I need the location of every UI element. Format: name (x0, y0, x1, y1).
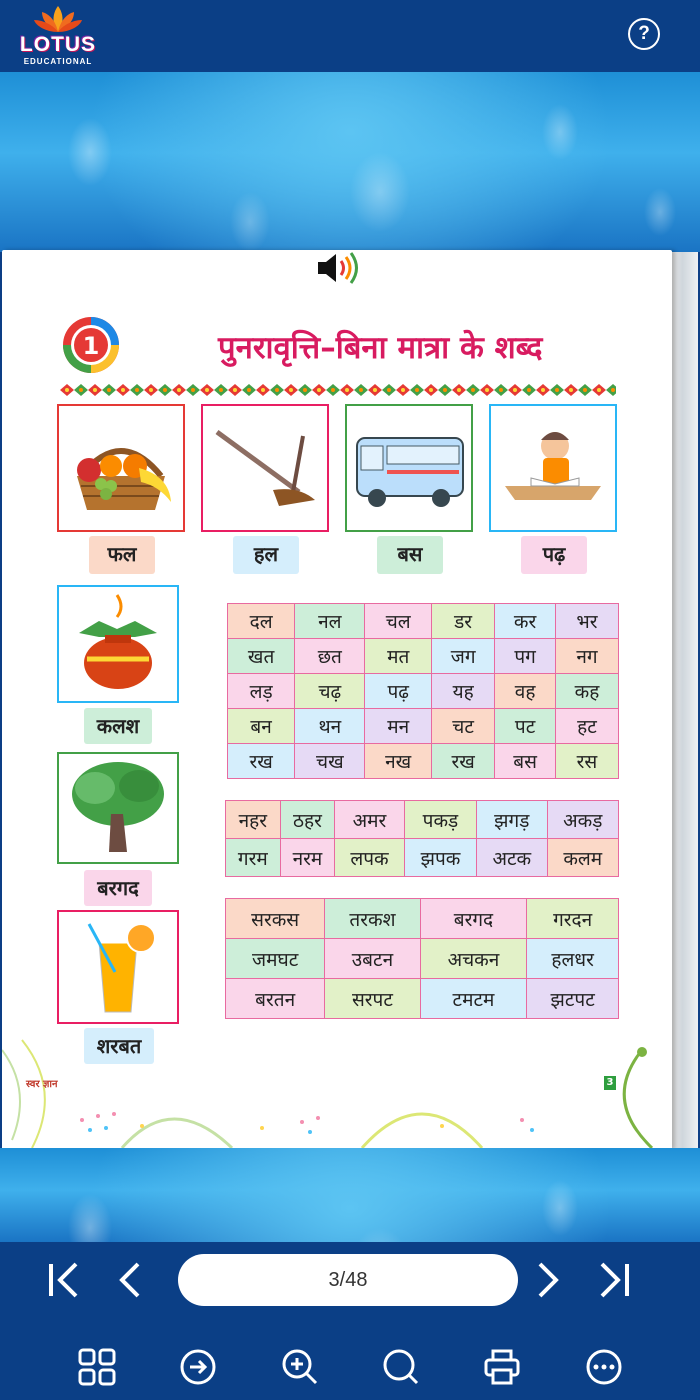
word-grid-row (228, 639, 619, 674)
word-cell: अकड़ (547, 801, 619, 839)
word-cell: गरम (226, 839, 281, 877)
word-cell: नरम (280, 839, 334, 877)
word-cell: चख (295, 744, 365, 779)
book-footer-label: स्वर ज्ञान (26, 1079, 58, 1090)
word-grid-row (228, 604, 619, 639)
picture-fruit-basket (57, 404, 185, 532)
picture-bus (345, 404, 473, 532)
zoom-in-icon[interactable] (281, 1348, 319, 1386)
word-label-padh: पढ़ (521, 536, 587, 574)
word-cell: हलधर (527, 939, 619, 979)
word-grid-row (228, 674, 619, 709)
last-page-icon[interactable] (596, 1260, 632, 1300)
word-cell: चल (365, 604, 432, 639)
word-cell: पट (495, 709, 556, 744)
page-indicator[interactable]: 3/48 (178, 1254, 518, 1306)
word-cell: सरकस (226, 899, 325, 939)
word-cell: हट (555, 709, 618, 744)
logo-subtext: EDUCATIONAL (23, 57, 93, 66)
word-label-hal: हल (233, 536, 299, 574)
word-grid-row (228, 744, 619, 779)
water-background-top (0, 72, 700, 252)
word-cell: खत (228, 639, 295, 674)
word-cell: जमघट (226, 939, 325, 979)
picture-banyan-tree (57, 752, 179, 864)
word-label-kalash: कलश (84, 708, 152, 744)
help-button[interactable]: ? (628, 18, 660, 50)
word-cell: बरतन (226, 979, 325, 1019)
word-cell: मत (365, 639, 432, 674)
word-cell: कह (555, 674, 618, 709)
juice-glass-icon (59, 912, 177, 1022)
go-to-page-icon[interactable] (179, 1348, 217, 1386)
word-label-phal: फल (89, 536, 155, 574)
word-cell: पकड़ (404, 801, 476, 839)
book-page-number: 3 (604, 1076, 616, 1090)
lesson-number-badge (62, 316, 120, 374)
word-cell: मन (365, 709, 432, 744)
fruit-basket-icon (59, 406, 183, 530)
word-cell: कलम (547, 839, 619, 877)
word-cell: चट (431, 709, 494, 744)
kalash-icon (59, 587, 177, 701)
word-cell: दल (228, 604, 295, 639)
lotus-logo[interactable] (16, 4, 100, 70)
lotus-flower-icon (34, 4, 82, 34)
word-label-bas: बस (377, 536, 443, 574)
speaker-icon[interactable] (316, 250, 362, 286)
word-grid-two-letter (227, 603, 619, 779)
search-icon[interactable] (382, 1348, 420, 1386)
top-bar (0, 0, 700, 73)
logo-text: LOTUS (19, 33, 97, 56)
word-cell: यह (431, 674, 494, 709)
tree-icon (59, 754, 177, 862)
word-cell: थन (295, 709, 365, 744)
garland-border (60, 382, 616, 398)
next-page-icon[interactable] (534, 1260, 562, 1300)
word-cell: नहर (226, 801, 281, 839)
word-cell: पढ़ (365, 674, 432, 709)
word-cell: बरगद (420, 899, 527, 939)
page-title: पुनरावृत्ति–बिना मात्रा के शब्द (218, 330, 543, 366)
word-cell: अमर (335, 801, 405, 839)
word-cell: छत (295, 639, 365, 674)
word-label-bargad: बरगद (84, 870, 152, 906)
word-cell: नख (365, 744, 432, 779)
word-cell: चढ़ (295, 674, 365, 709)
page-edge (672, 252, 698, 1148)
picture-sharbat (57, 910, 179, 1024)
word-cell: वह (495, 674, 556, 709)
more-icon[interactable] (585, 1348, 623, 1386)
word-label-sharbat: शरबत (84, 1028, 154, 1064)
word-cell: अटक (477, 839, 547, 877)
word-cell: भर (555, 604, 618, 639)
word-cell: कर (495, 604, 556, 639)
word-cell: रख (228, 744, 295, 779)
word-cell: नल (295, 604, 365, 639)
word-grid-row (226, 979, 619, 1019)
word-cell: बन (228, 709, 295, 744)
word-cell: रख (431, 744, 494, 779)
word-cell: रस (555, 744, 618, 779)
word-cell: उबटन (325, 939, 420, 979)
lesson-number: 1 (82, 332, 100, 360)
word-cell: जग (431, 639, 494, 674)
print-icon[interactable] (483, 1348, 521, 1386)
picture-boy-reading (489, 404, 617, 532)
bus-icon (347, 406, 471, 530)
previous-page-icon[interactable] (116, 1260, 144, 1300)
word-cell: झपक (404, 839, 476, 877)
word-grid-row (226, 939, 619, 979)
first-page-icon[interactable] (46, 1260, 82, 1300)
footer-decoration (2, 1030, 672, 1148)
boy-reading-icon (491, 406, 615, 530)
word-cell: अचकन (420, 939, 527, 979)
plough-icon (203, 406, 327, 530)
word-grid-row (228, 709, 619, 744)
word-cell: डर (431, 604, 494, 639)
word-cell: लड़ (228, 674, 295, 709)
word-cell: ठहर (280, 801, 334, 839)
word-grid-row (226, 899, 619, 939)
word-cell: गरदन (527, 899, 619, 939)
word-cell: सरपट (325, 979, 420, 1019)
thumbnails-icon[interactable] (78, 1348, 116, 1386)
word-grid-four-letter (225, 898, 619, 1019)
word-cell: पग (495, 639, 556, 674)
picture-kalash (57, 585, 179, 703)
word-cell: बस (495, 744, 556, 779)
water-background-bottom (0, 1148, 700, 1242)
word-cell: झटपट (527, 979, 619, 1019)
word-cell: झगड़ (477, 801, 547, 839)
picture-plough (201, 404, 329, 532)
word-cell: लपक (335, 839, 405, 877)
word-cell: नग (555, 639, 618, 674)
word-grid-row (226, 801, 619, 839)
word-cell: तरकश (325, 899, 420, 939)
word-grid-three-letter (225, 800, 619, 877)
word-grid-row (226, 839, 619, 877)
word-cell: टमटम (420, 979, 527, 1019)
